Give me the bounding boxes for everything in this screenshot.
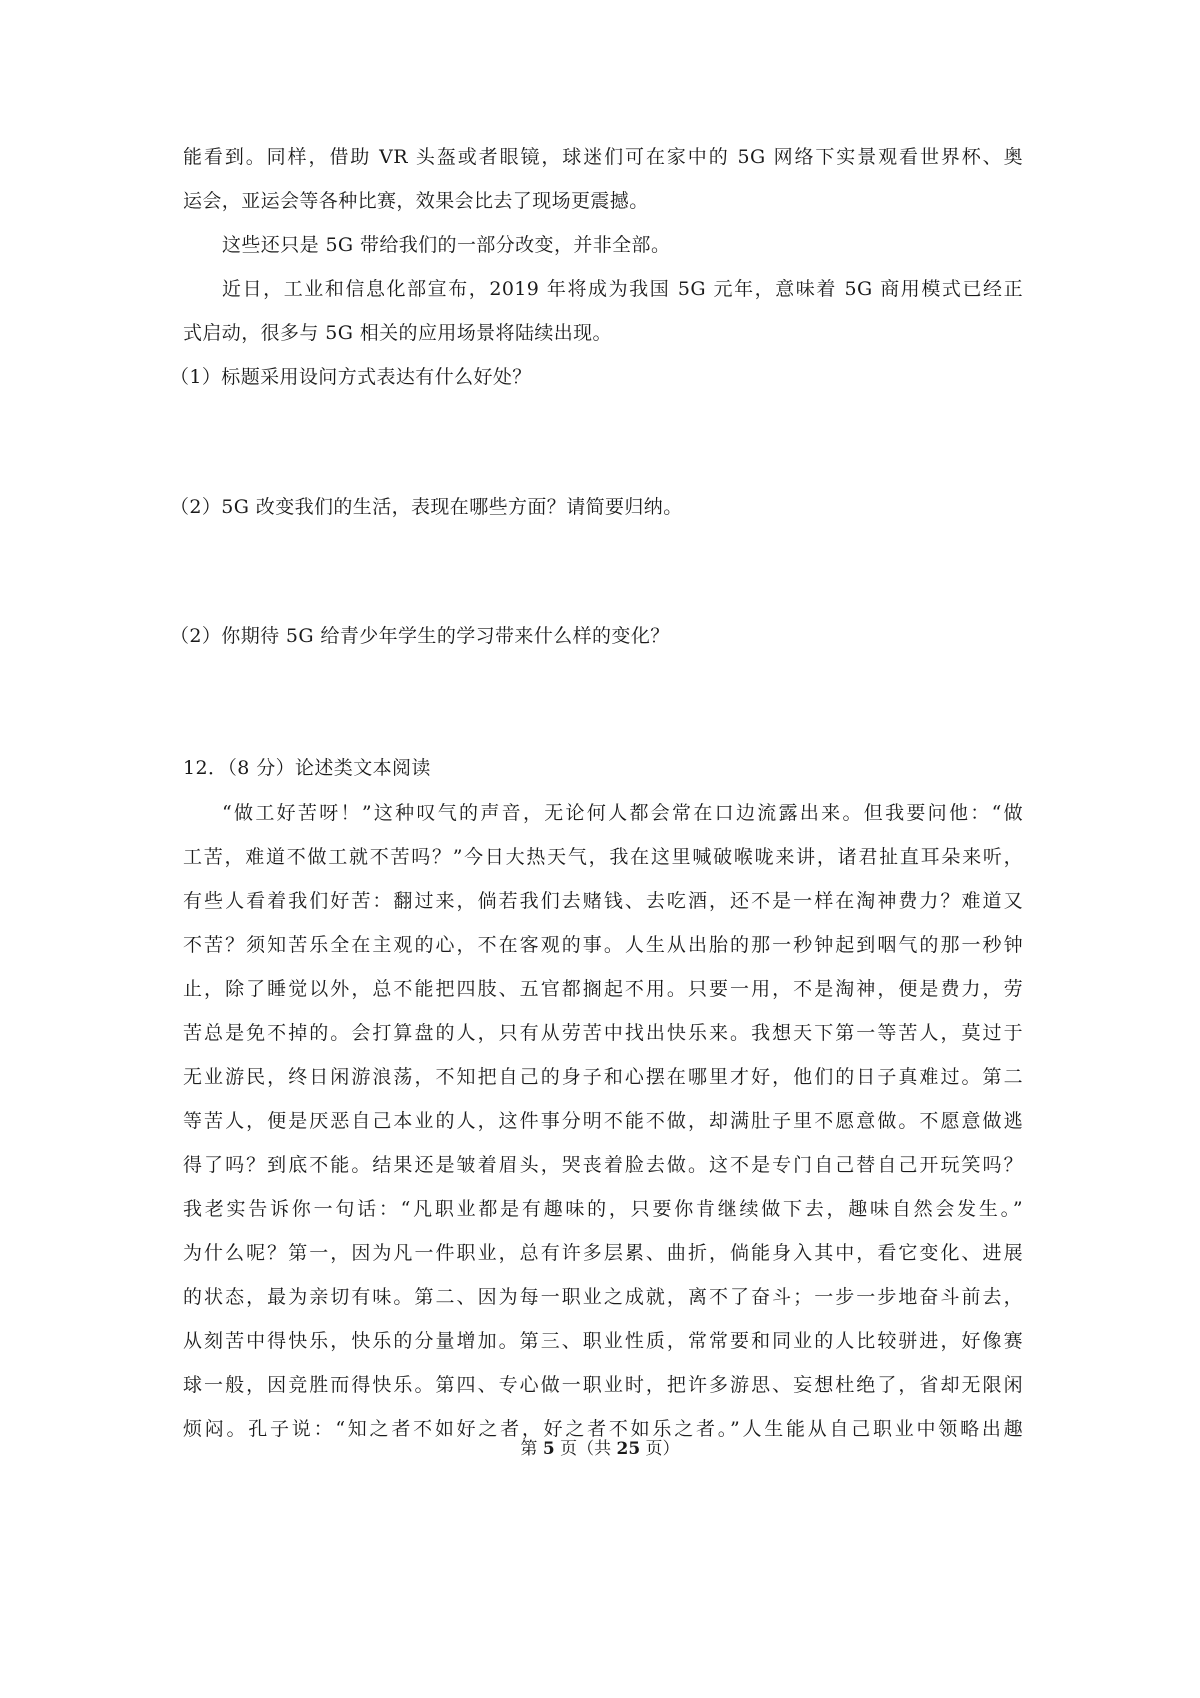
essay-line: 有些人看着我们好苦：翻过来，倘若我们去赌钱、去吃酒，还不是一样在淘神费力？难道又 [183, 890, 1023, 912]
essay-line: 工苦，难道不做工就不苦吗？”今日大热天气，我在这里喊破喉咙来讲，诸君扯直耳朵来听， [183, 846, 1023, 868]
essay-line: 从刻苦中得快乐，快乐的分量增加。第三、职业性质，常常要和同业的人比较骈进，好像赛 [183, 1330, 1023, 1352]
essay-line: 无业游民，终日闲游浪荡，不知把自己的身子和心摆在哪里才好，他们的日子真难过。第二 [183, 1066, 1023, 1088]
section-12-heading: 12．（8 分）论述类文本阅读 [183, 757, 431, 779]
essay-line: 的状态，最为亲切有味。第二、因为每一职业之成就，离不了奋斗；一步一步地奋斗前去， [183, 1286, 1023, 1308]
footer-suffix: 页） [640, 1439, 680, 1459]
page-footer [0, 1438, 1200, 1460]
essay-line: 得了吗？到底不能。结果还是皱着眉头，哭丧着脸去做。这不是专门自己替自己开玩笑吗？ [183, 1154, 1023, 1176]
essay-line: 球一般，因竞胜而得快乐。第四、专心做一职业时，把许多游思、妄想杜绝了，省却无限闲 [183, 1374, 1023, 1396]
essay-line: 为什么呢？第一，因为凡一件职业，总有许多层累、曲折，倘能身入其中，看它变化、进展 [183, 1242, 1023, 1264]
essay-line: 苦总是免不掉的。会打算盘的人，只有从劳苦中找出快乐来。我想天下第一等苦人，莫过于 [183, 1022, 1023, 1044]
question-2: （2）5G 改变我们的生活，表现在哪些方面？请简要归纳。 [170, 496, 683, 518]
essay-line: 等苦人，便是厌恶自己本业的人，这件事分明不能不做，却满肚子里不愿意做。不愿意做逃 [183, 1110, 1023, 1132]
essay-line: “做工好苦呀！”这种叹气的声音，无论何人都会常在口边流露出来。但我要问他：“做 [222, 802, 1023, 824]
footer-total-pages: 25 [616, 1439, 641, 1459]
passage-line: 式启动，很多与 5G 相关的应用场景将陆续出现。 [183, 322, 612, 344]
essay-line: 烦闷。孔子说：“知之者不如好之者，好之者不如乐之者。”人生能从自己职业中领略出趣 [183, 1418, 1023, 1440]
footer-page-number: 5 [542, 1439, 555, 1459]
essay-line: 我老实告诉你一句话：“凡职业都是有趣味的，只要你肯继续做下去，趣味自然会发生。” [183, 1198, 1023, 1220]
footer-middle: 页（共 [554, 1439, 617, 1459]
essay-line: 止，除了睡觉以外，总不能把四肢、五官都搁起不用。只要一用，不是淘神，便是费力，劳 [183, 978, 1023, 1000]
passage-line: 运会，亚运会等各种比赛，效果会比去了现场更震撼。 [183, 190, 649, 212]
footer-prefix: 第 [520, 1439, 543, 1459]
passage-line: 能看到。同样，借助 VR 头盔或者眼镜，球迷们可在家中的 5G 网络下实景观看世界杯、奥 [183, 146, 1023, 168]
essay-line: 不苦？须知苦乐全在主观的心，不在客观的事。人生从出胎的那一秒钟起到咽气的那一秒钟 [183, 934, 1023, 956]
passage-line: 这些还只是 5G 带给我们的一部分改变，并非全部。 [222, 234, 671, 256]
question-3: （2）你期待 5G 给青少年学生的学习带来什么样的变化？ [170, 625, 670, 647]
passage-line: 近日，工业和信息化部宣布，2019 年将成为我国 5G 元年，意味着 5G 商用模式已经正 [222, 278, 1023, 300]
question-1: （1）标题采用设问方式表达有什么好处？ [170, 366, 532, 388]
